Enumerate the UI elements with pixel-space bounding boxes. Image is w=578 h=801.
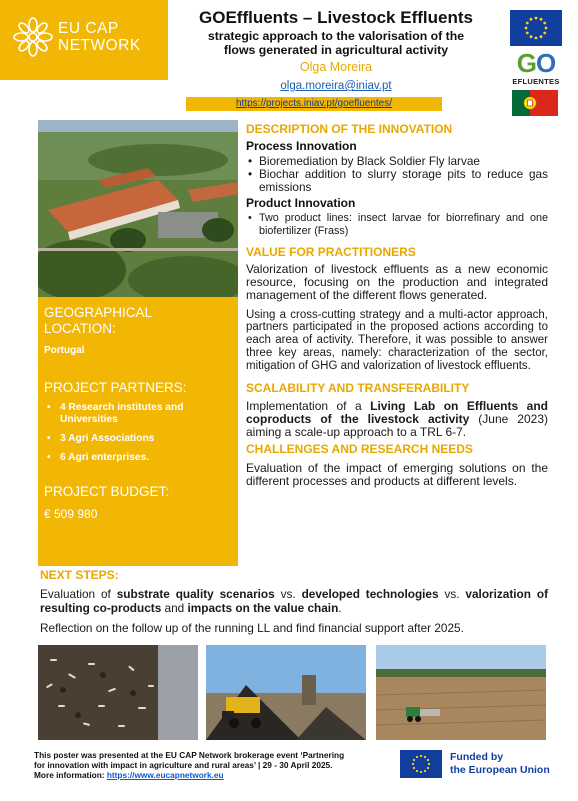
next-steps-paragraph-2: Reflection on the follow up of the running LL and find financial support after 2025. xyxy=(40,621,464,635)
budget-value: € 509 980 xyxy=(44,507,98,521)
partners-list xyxy=(44,402,232,464)
subtitle-line-2: flows generated in agricultural activity xyxy=(223,43,449,57)
geo-value: Portugal xyxy=(44,345,85,356)
scalability-text-post: (June 2023) aiming a scale-up approach to a TRL 6-7. xyxy=(246,411,548,439)
next-text: . xyxy=(338,601,342,615)
process-list xyxy=(246,155,548,194)
scalability-text-pre: Implementation of a xyxy=(246,398,371,413)
value-paragraph-2: Using a cross-cutting strategy and a multi-actor approach, partners participated in the proposed actions according to each area of activity. Therefore, it was possible to answer three key areas, namely: characterization of the sector, mitigation of GHG and valorization of livestock effluents. xyxy=(246,308,548,372)
list-item: • 4 Research institutes and Universities xyxy=(44,402,232,426)
eu-flag-footer-icon xyxy=(400,750,442,778)
project-url-link[interactable]: https://projects.iniav.pt/goefluentes/ xyxy=(235,98,392,109)
funded-line-2: the European Union xyxy=(450,764,550,776)
campus-aerial-photo xyxy=(38,120,238,297)
budget-heading: PROJECT BUDGET: xyxy=(44,484,170,499)
footer-more-info xyxy=(34,770,380,780)
page-subtitle xyxy=(170,29,502,57)
next-bold: valorization of resulting co-products xyxy=(40,587,548,615)
scalability-text-bold: Living Lab on Effluents and coproducts of the livestock activity xyxy=(246,398,548,426)
footer-more-label: More information: xyxy=(34,770,107,780)
eu-flag-icon xyxy=(510,10,562,46)
funded-by-eu-label xyxy=(450,751,550,777)
next-text: and xyxy=(161,601,188,615)
next-steps-paragraph-1 xyxy=(40,587,548,615)
project-url-bar xyxy=(186,97,442,111)
next-text: Evaluation of xyxy=(40,587,117,601)
geo-heading-line-1: GEOGRAPHICAL xyxy=(44,305,153,320)
product-list xyxy=(246,212,548,238)
go-logo-subtext: EFLUENTES xyxy=(512,77,560,86)
goefluentes-logo xyxy=(506,49,566,89)
process-innovation-heading: Process Innovation xyxy=(246,139,357,153)
geo-heading-line-2: LOCATION: xyxy=(44,321,116,336)
author-email-link[interactable]: olga.moreira@iniav.pt xyxy=(280,80,392,92)
footer-line-1: This poster was presented at the EU CAP Network brokerage event ‘Partnering xyxy=(34,750,345,760)
list-item: • Two product lines: insect larvae for biorrefinary and one biofertilizer (Frass) xyxy=(246,212,548,238)
list-item: • 6 Agri enterprises. xyxy=(44,452,232,464)
value-paragraph-1: Valorization of livestock effluents as a new economic resource, focusing on the production and integrated management of the different flows generated. xyxy=(246,262,548,303)
footer-note xyxy=(34,750,380,780)
title-block xyxy=(170,8,502,92)
product-innovation-heading: Product Innovation xyxy=(246,196,356,210)
logo-line-2: NETWORK xyxy=(58,37,141,54)
field-spreading-photo xyxy=(376,645,546,740)
logo-text xyxy=(58,20,141,54)
portugal-flag-icon xyxy=(512,90,558,116)
next-steps-heading: NEXT STEPS: xyxy=(40,568,119,582)
go-logo-mark: GO xyxy=(516,48,556,78)
list-item: • Biochar addition to slurry storage pits to reduce gas emissions xyxy=(246,168,548,194)
funded-line-1: Funded by xyxy=(450,751,504,763)
logo-line-1: EU CAP xyxy=(58,20,119,37)
description-heading: DESCRIPTION OF THE INNOVATION xyxy=(246,122,453,136)
biochar-heap-photo xyxy=(206,645,366,740)
right-column xyxy=(246,122,548,489)
list-item: • 3 Agri Associations xyxy=(44,433,232,445)
go-logo-o: O xyxy=(536,48,556,78)
flower-logo-icon xyxy=(10,14,56,60)
scalability-heading: SCALABILITY AND TRANSFERABILITY xyxy=(246,380,470,395)
subtitle-line-1: strategic approach to the valorisation of the xyxy=(207,29,465,43)
larvae-photo xyxy=(38,645,198,740)
next-text: vs. xyxy=(274,587,302,601)
author-name: Olga Moreira xyxy=(299,60,373,74)
next-text: vs. xyxy=(438,587,466,601)
value-heading: VALUE FOR PRACTITIONERS xyxy=(246,245,416,259)
project-info-panel xyxy=(38,297,238,566)
next-bold: substrate quality scenarios xyxy=(116,587,275,601)
page-title: GOEffluents – Livestock Effluents xyxy=(199,8,473,27)
challenges-paragraph: Evaluation of the impact of emerging solutions on the different processes and products at different levels. xyxy=(246,461,548,489)
challenges-heading: CHALLENGES AND RESEARCH NEEDS xyxy=(246,442,473,457)
partners-heading: PROJECT PARTNERS: xyxy=(44,380,187,395)
footer-line-2: for innovation with impact in agriculture and rural areas’ | 29 - 30 April 2025. xyxy=(34,760,333,770)
eucapnetwork-link[interactable]: https://www.eucapnetwork.eu xyxy=(106,770,224,780)
next-steps-section xyxy=(40,568,548,635)
next-bold: impacts on the value chain xyxy=(187,601,339,615)
eu-cap-network-logo xyxy=(0,0,168,80)
geo-heading xyxy=(44,305,232,337)
next-bold: developed technologies xyxy=(301,587,439,601)
list-item: • Bioremediation by Black Soldier Fly larvae xyxy=(246,155,548,168)
scalability-paragraph xyxy=(246,400,548,440)
